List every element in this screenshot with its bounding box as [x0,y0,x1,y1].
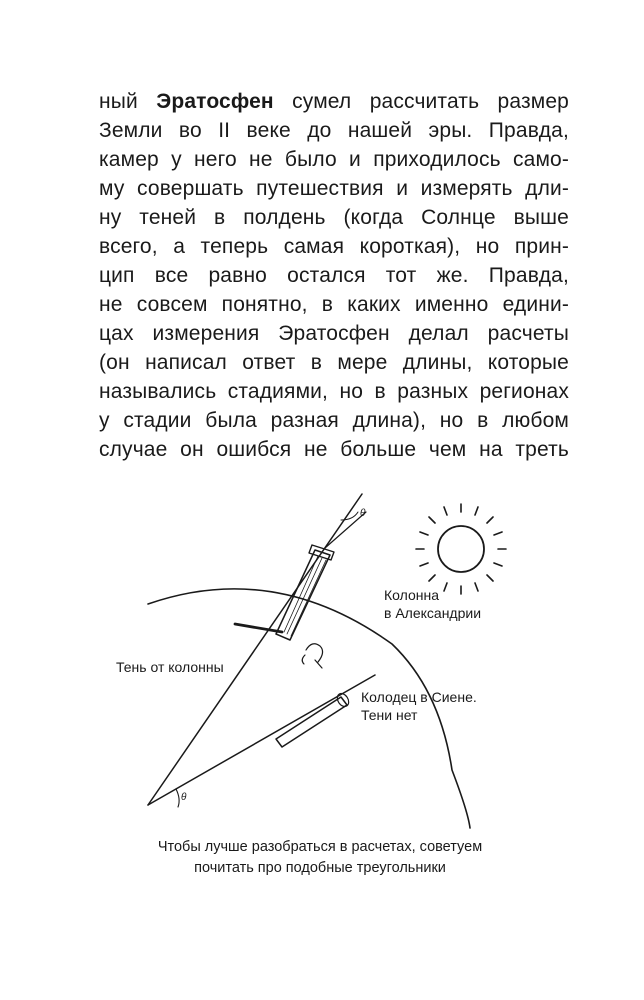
sun-icon [438,526,484,572]
caption-line-2: почитать про подобные треугольники [194,860,446,876]
text-line-10: (он написал ответ в мере длины, которые [99,351,569,374]
text-line-11: назывались стадиями, но в разных регионах [99,380,569,403]
text-suffix: сумел рассчитать размер [273,90,570,113]
label-column-line1: Колонна [384,587,439,603]
text-line-7: цип все равно остался тот же. Правда, [99,264,569,287]
text-line-9: цах измерения Эратосфен делал расчеты [99,322,569,345]
sun-rays [416,504,506,594]
text-line-8: не совсем понятно, в каких именно едини- [99,293,569,316]
text-line-12: у стадии была разная длина), но в любом [99,409,569,432]
text-line-13: случае он ошибся не больше чем на треть [99,438,569,461]
text-line-6: всего, а теперь самая короткая), но прин- [99,235,569,258]
eratosthenes-bold: Эратосфен [156,90,274,113]
text-prefix: ный [99,90,157,113]
sun-ray-line-alexandria [148,494,362,805]
label-shadow: Тень от колонны [116,659,224,675]
radius-line-syene [148,675,375,805]
label-column [384,586,481,622]
label-well-line2: Тени нет [361,707,418,723]
label-well [361,688,477,724]
label-column-line2: в Александрии [384,605,482,621]
column-shadow [235,624,282,632]
text-line-4: му совершать путешествия и измерять дли- [99,177,569,200]
label-well-line1: Колодец в Сиене. [361,689,477,705]
text-line-2: Земли во II веке до нашей эры. Правда, [99,119,569,142]
figure-caption [100,837,540,879]
text-line-5: ну теней в полдень (когда Солнце выше [99,206,569,229]
label-theta-center: θ [181,792,187,803]
human-figure [302,644,322,668]
label-theta-top: θ [360,508,366,519]
syene-well [276,697,347,747]
caption-line-1: Чтобы лучше разобраться в расчетах, советуем [157,839,483,855]
center-angle-arc [176,789,179,807]
text-line-3: камер у него не было и приходилось само- [99,148,569,171]
